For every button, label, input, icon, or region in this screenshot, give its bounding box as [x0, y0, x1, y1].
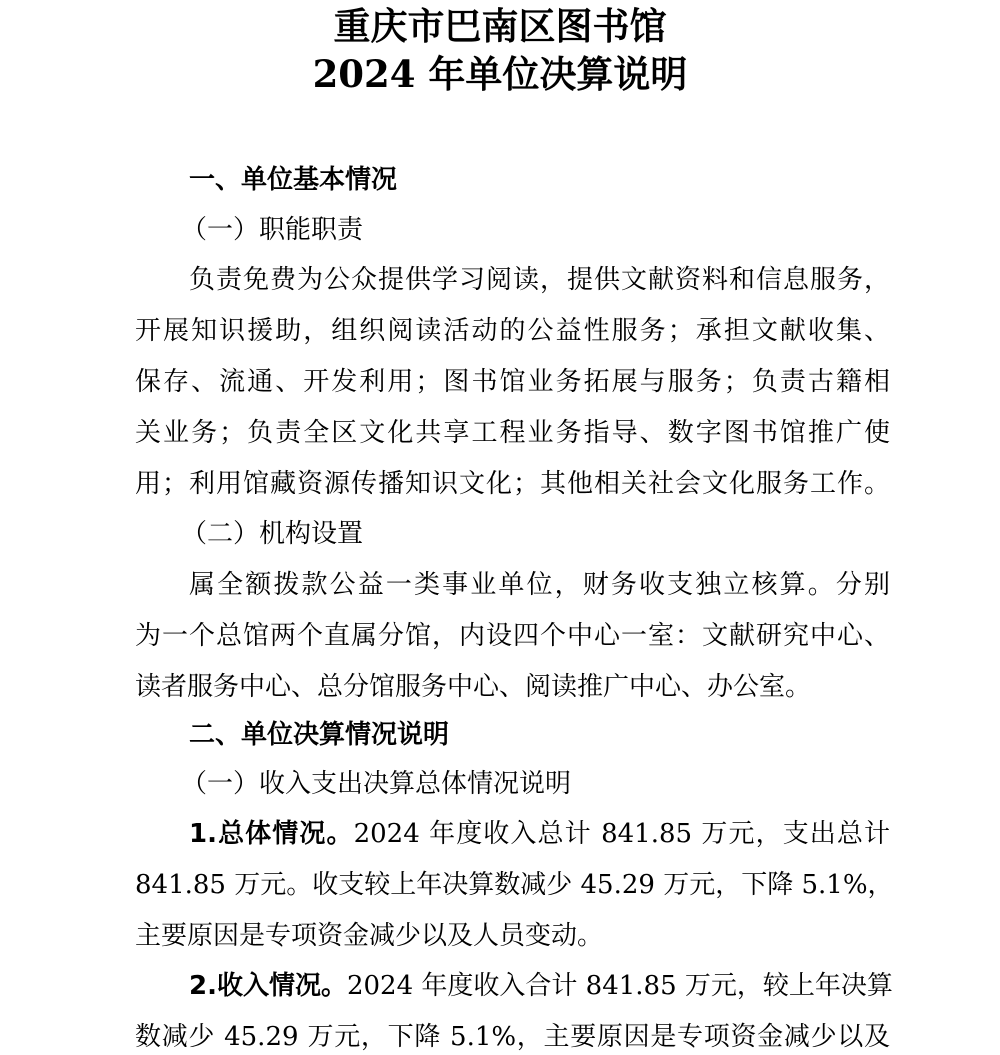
document-title-line2: 2024 年单位决算说明 — [312, 52, 688, 96]
duties-line-2: 开展知识援助，组织阅读活动的公益性服务；承担文献收集、 — [135, 316, 890, 346]
duties-line-1: 负责免费为公众提供学习阅读，提供文献资料和信息服务， — [189, 265, 890, 295]
duties-line-5: 用；利用馆藏资源传播知识文化；其他相关社会文化服务工作。 — [135, 469, 890, 499]
section2-heading: 二、单位决算情况说明 — [189, 720, 450, 750]
section1-sub1-heading: （一）职能职责 — [181, 215, 364, 245]
overall-line1-text: 2024 年度收入总计 841.85 万元，支出总计 — [353, 819, 891, 849]
duties-line-4: 关业务；负责全区文化共享工程业务指导、数字图书馆推广使 — [135, 418, 890, 448]
org-line-1: 属全额拨款公益一类事业单位，财务收支独立核算。分别 — [189, 570, 890, 600]
duties-line-3: 保存、流通、开发利用；图书馆业务拓展与服务；负责古籍相 — [135, 367, 890, 397]
document-title-line1: 重庆市巴南区图书馆 — [333, 4, 667, 48]
section1-sub2-heading: （二）机构设置 — [181, 519, 364, 549]
org-line-3: 读者服务中心、总分馆服务中心、阅读推广中心、办公室。 — [135, 672, 812, 702]
income-line1-text: 2024 年度收入合计 841.85 万元，较上年决算 — [346, 971, 893, 1001]
overall-paragraph-line-2: 841.85 万元。收支较上年决算数减少 45.29 万元，下降 5.1%， — [135, 870, 894, 900]
section2-sub1-heading: （一）收入支出决算总体情况说明 — [181, 769, 572, 799]
org-line-2: 为一个总馆两个直属分馆，内设四个中心一室：文献研究中心、 — [135, 621, 890, 651]
income-paragraph-line-2: 数减少 45.29 万元，下降 5.1%，主要原因是专项资金减少以及 — [135, 1022, 890, 1052]
income-lead: 2.收入情况。 — [189, 971, 347, 1001]
income-paragraph-line-1 — [135, 968, 893, 1004]
overall-paragraph-line-1 — [135, 816, 890, 852]
section1-heading: 一、单位基本情况 — [189, 165, 398, 195]
overall-lead: 1.总体情况。 — [189, 819, 354, 849]
overall-paragraph-line-3: 主要原因是专项资金减少以及人员变动。 — [135, 921, 604, 951]
